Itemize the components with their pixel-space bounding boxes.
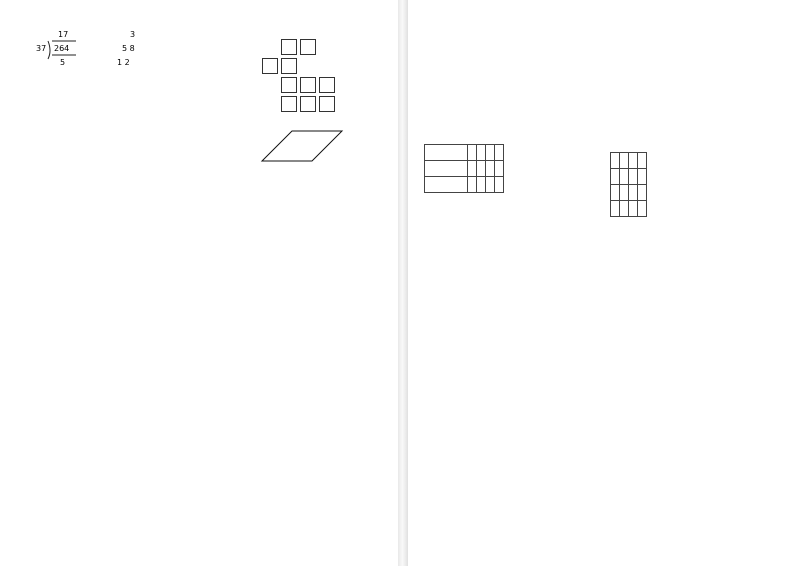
long-division-sketch <box>22 25 172 77</box>
school-table-cell <box>611 168 620 184</box>
cell <box>486 160 495 176</box>
right-page <box>406 0 800 566</box>
left-column-1 <box>22 22 222 81</box>
digit-cell <box>262 58 278 74</box>
left-column-2 <box>232 22 397 179</box>
svg-text:5: 5 <box>60 58 66 67</box>
august-weather-chart <box>424 196 602 304</box>
digit-cell <box>281 96 297 112</box>
digit-cell <box>300 96 316 112</box>
school-table-cell <box>629 168 638 184</box>
school-table-cell <box>620 168 629 184</box>
cell <box>425 176 468 192</box>
hdr-cloudy <box>477 144 486 160</box>
school-table-cell <box>611 184 620 200</box>
digit-cell <box>262 96 278 112</box>
digit-cell <box>262 39 278 55</box>
school-results-table <box>610 152 647 217</box>
school-table-header <box>638 152 647 168</box>
weather-table <box>424 144 504 193</box>
school-table-header <box>629 152 638 168</box>
right-column-2 <box>606 10 788 220</box>
digit-cell <box>319 77 335 93</box>
school-table-cell <box>620 200 629 216</box>
svg-text:37: 37 <box>36 44 47 53</box>
cell <box>477 176 486 192</box>
apple-sales-chart <box>424 25 584 137</box>
school-table-cell <box>629 184 638 200</box>
school-table-cell <box>629 200 638 216</box>
cell <box>495 176 504 192</box>
right-column-1 <box>424 22 602 307</box>
digit-cell <box>300 39 316 55</box>
september-weather-chart <box>606 10 788 142</box>
svg-text:1 2: 1 2 <box>117 58 130 67</box>
cell <box>495 160 504 176</box>
hdr-sunny <box>468 144 477 160</box>
digit-grid <box>262 39 397 112</box>
hdr-rain <box>495 144 504 160</box>
svg-text:5 8: 5 8 <box>122 44 135 53</box>
school-table-cell <box>611 200 620 216</box>
school-table-cell <box>638 184 647 200</box>
school-table-header <box>611 152 620 168</box>
digit-cell <box>281 39 297 55</box>
svg-text:264: 264 <box>54 44 70 53</box>
school-table-header <box>620 152 629 168</box>
cell <box>425 160 468 176</box>
svg-text:3: 3 <box>130 30 136 39</box>
school-table-cell <box>638 200 647 216</box>
digit-cell <box>300 77 316 93</box>
digit-cell <box>281 77 297 93</box>
digit-cell <box>319 96 335 112</box>
cell <box>486 176 495 192</box>
digit-cell <box>281 58 297 74</box>
cell <box>477 160 486 176</box>
grid-drawing <box>232 116 382 176</box>
hdr-overcast <box>486 144 495 160</box>
school-table-cell <box>638 168 647 184</box>
digit-cell <box>319 39 335 55</box>
cell <box>468 160 477 176</box>
cell <box>468 176 477 192</box>
digit-cell <box>300 58 316 74</box>
school-table-cell <box>620 184 629 200</box>
digit-cell <box>319 58 335 74</box>
digit-cell <box>262 77 278 93</box>
svg-text:17: 17 <box>58 30 69 39</box>
